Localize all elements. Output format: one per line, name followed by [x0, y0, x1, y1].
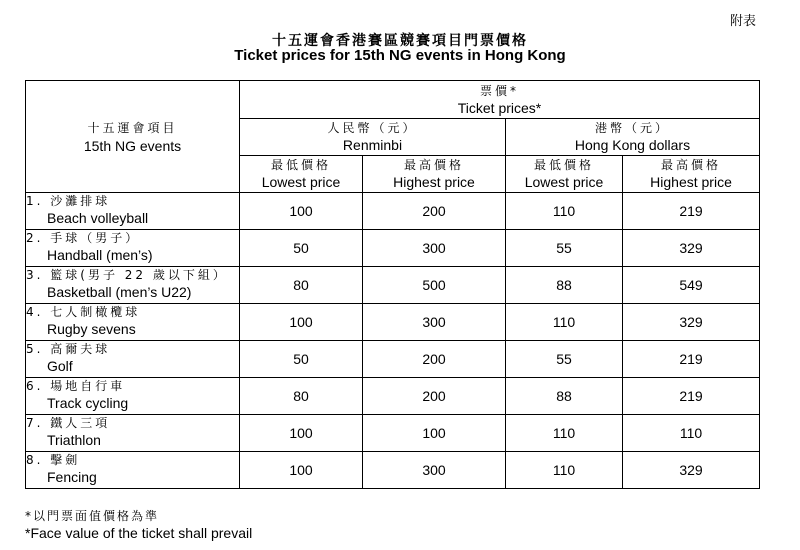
low-zh: 最低價格 [270, 158, 331, 172]
footnote-chinese: *以門票面值價格為準 [25, 509, 160, 523]
rmb-lowest-header [240, 156, 363, 193]
event-name-zh: 2. 手球（男子） [26, 231, 141, 245]
event-cell [26, 230, 240, 267]
hkd-highest-header [623, 156, 760, 193]
rmb-lowest-cell: 50 [240, 230, 363, 267]
hkd-lowest-cell: 110 [506, 415, 623, 452]
rmb-highest-cell: 300 [363, 304, 506, 341]
renminbi-header [240, 119, 506, 156]
event-name-en: Beach volleyball [47, 210, 149, 226]
hkd-lowest-cell: 88 [506, 267, 623, 304]
rmb-header-en: Renminbi [342, 137, 403, 153]
ticket-prices-header [240, 81, 760, 119]
rmb-lowest-cell: 100 [240, 304, 363, 341]
event-column-header [26, 81, 240, 193]
table-row [26, 452, 760, 489]
hkd-lowest-cell: 55 [506, 341, 623, 378]
hkd-highest-cell: 329 [623, 230, 760, 267]
hkd-header-zh: 港幣（元） [595, 121, 671, 135]
hkd-lowest-cell: 55 [506, 230, 623, 267]
table-row [26, 341, 760, 378]
high-en: Highest price [393, 174, 475, 190]
hkd-header [506, 119, 760, 156]
ticket-price-table [25, 80, 760, 489]
hkd-lowest-cell: 88 [506, 378, 623, 415]
low-zh: 最低價格 [533, 158, 594, 172]
event-name-en: Golf [47, 358, 73, 374]
hkd-highest-cell: 219 [623, 378, 760, 415]
high-zh: 最高價格 [661, 158, 722, 172]
event-name-en: Fencing [47, 469, 97, 485]
event-name-zh: 8. 擊劍 [26, 453, 81, 467]
event-cell [26, 415, 240, 452]
hkd-highest-cell: 549 [623, 267, 760, 304]
rmb-highest-cell: 300 [363, 452, 506, 489]
page-title-chinese: 十五運會香港賽區競賽項目門票價格 [272, 33, 528, 49]
hkd-highest-cell: 329 [623, 452, 760, 489]
event-name-en: Track cycling [47, 395, 129, 411]
hkd-lowest-header [506, 156, 623, 193]
event-name-zh: 6. 場地自行車 [26, 379, 126, 393]
hkd-lowest-cell: 110 [506, 304, 623, 341]
rmb-highest-cell: 500 [363, 267, 506, 304]
footnote-english: *Face value of the ticket shall prevail [25, 525, 253, 541]
low-en: Lowest price [261, 174, 341, 190]
event-name-en: Triathlon [47, 432, 101, 448]
rmb-lowest-cell: 80 [240, 378, 363, 415]
event-header-en: 15th NG events [83, 137, 182, 154]
page-title-english: Ticket prices for 15th NG events in Hong Kong [234, 47, 566, 64]
event-name-en: Handball (men’s) [47, 247, 153, 263]
ticket-header-en: Ticket prices* [457, 99, 542, 116]
event-cell [26, 452, 240, 489]
annex-label: 附表 [730, 14, 757, 29]
rmb-highest-cell: 200 [363, 193, 506, 230]
event-cell [26, 304, 240, 341]
event-cell [26, 267, 240, 304]
event-name-zh: 1. 沙灘排球 [26, 194, 111, 208]
table-row [26, 230, 760, 267]
rmb-highest-cell: 200 [363, 341, 506, 378]
hkd-highest-cell: 110 [623, 415, 760, 452]
event-cell [26, 193, 240, 230]
hkd-highest-cell: 219 [623, 193, 760, 230]
event-name-zh: 4. 七人制橄欖球 [26, 305, 141, 319]
event-name-zh: 5. 高爾夫球 [26, 342, 111, 356]
hkd-highest-cell: 329 [623, 304, 760, 341]
rmb-highest-cell: 300 [363, 230, 506, 267]
hkd-lowest-cell: 110 [506, 193, 623, 230]
rmb-lowest-cell: 100 [240, 452, 363, 489]
event-cell [26, 341, 240, 378]
rmb-highest-cell: 200 [363, 378, 506, 415]
hkd-header-en: Hong Kong dollars [574, 137, 691, 153]
event-name-zh: 3. 籃球(男子 22 歲以下組） [26, 268, 228, 282]
hkd-highest-cell: 219 [623, 341, 760, 378]
high-zh: 最高價格 [403, 158, 464, 172]
table-row [26, 193, 760, 230]
rmb-lowest-cell: 80 [240, 267, 363, 304]
rmb-lowest-cell: 50 [240, 341, 363, 378]
event-name-en: Rugby sevens [47, 321, 136, 337]
table-row [26, 267, 760, 304]
table-row [26, 378, 760, 415]
rmb-highest-cell: 100 [363, 415, 506, 452]
table-row [26, 415, 760, 452]
hkd-lowest-cell: 110 [506, 452, 623, 489]
low-en: Lowest price [524, 174, 604, 190]
high-en: Highest price [650, 174, 732, 190]
ticket-header-zh: 票價* [480, 83, 520, 98]
rmb-lowest-cell: 100 [240, 415, 363, 452]
table-row [26, 304, 760, 341]
rmb-highest-header [363, 156, 506, 193]
event-name-en: Basketball (men’s U22) [47, 284, 192, 300]
event-name-zh: 7. 鐵人三項 [26, 416, 111, 430]
rmb-lowest-cell: 100 [240, 193, 363, 230]
event-cell [26, 378, 240, 415]
rmb-header-zh: 人民幣（元） [327, 121, 418, 135]
event-header-zh: 十五運會項目 [87, 120, 178, 135]
